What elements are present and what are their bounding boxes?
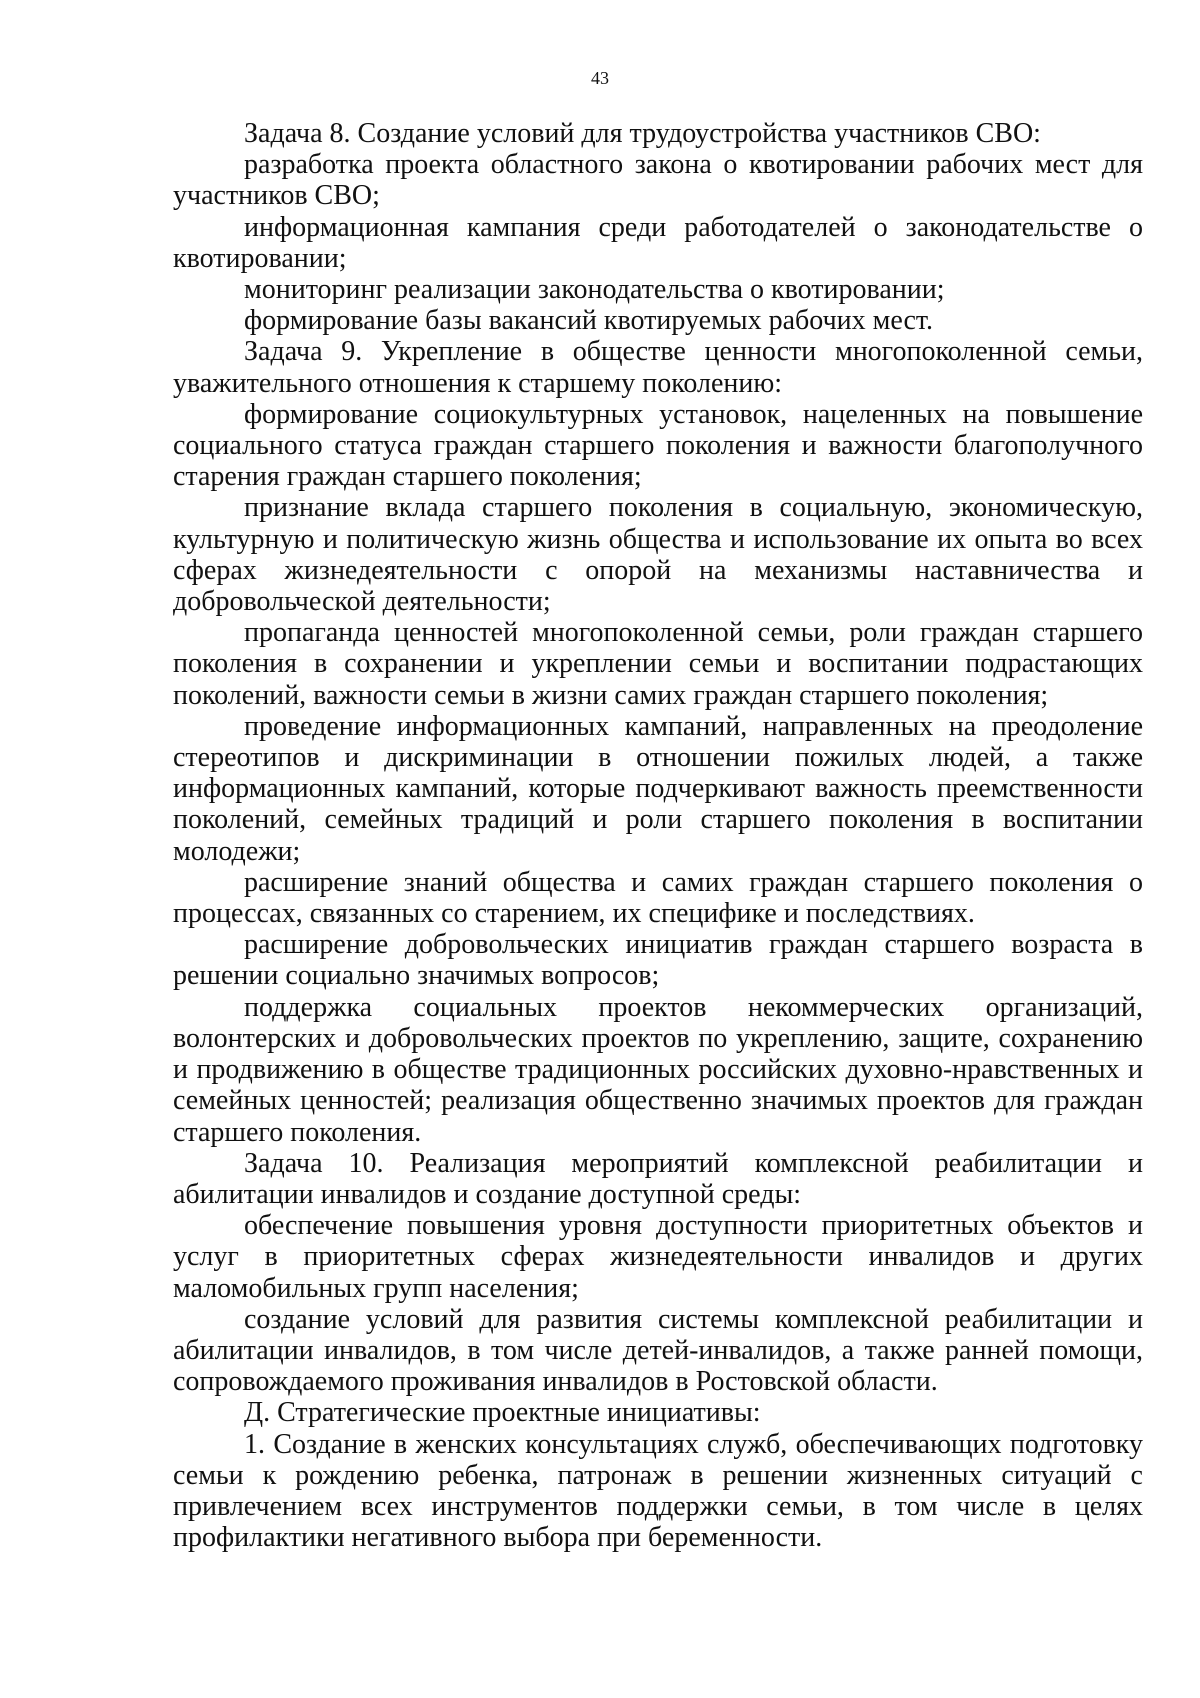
list-item: формирование базы вакансий квотируемых рабочих мест. xyxy=(244,305,934,337)
list-item: обеспечение повышения уровня доступности приоритетных объектов и услуг в приоритетных сферах жизнедеятельности инвалидов и других маломобильных групп населения; xyxy=(173,1210,1143,1304)
list-item: разработка проекта областного закона о квотировании рабочих мест для участников СВО; xyxy=(173,149,1143,212)
task-10-heading: Задача 10. Реализация мероприятий комплексной реабилитации и абилитации инвалидов и создание доступной среды: xyxy=(173,1147,1143,1210)
list-item: признание вклада старшего поколения в социальную, экономическую, культурную и политическую жизнь общества и использование их опыта во всех сферах жизнедеятельности с опорой на механизмы наставничества и добровольческой деятельности; xyxy=(173,492,1143,618)
document-body xyxy=(173,118,1143,1553)
list-item: проведение информационных кампаний, направленных на преодоление стереотипов и дискриминации в отношении пожилых людей, а также информационных кампаний, которые подчеркивают важность преемственности поколений, семейных традиций и роли старшего поколения в воспитании молодежи; xyxy=(173,710,1143,867)
task-9-heading: Задача 9. Укрепление в обществе ценности многопоколенной семьи, уважительного отношения к старшему поколению: xyxy=(173,336,1143,399)
list-item: формирование социокультурных установок, нацеленных на повышение социального статуса граждан старшего поколения и важности благополучного старения граждан старшего поколения; xyxy=(173,398,1143,493)
list-item: расширение знаний общества и самих граждан старшего поколения о процессах, связанных со старением, их специфике и последствиях. xyxy=(173,866,1143,930)
list-item: поддержка социальных проектов некоммерческих организаций, волонтерских и добровольческих проектов по укреплению, защите, сохранению и продвижению в обществе традиционных российских духовно-нравственных и семейных ценностей; реализация общественно значимых проектов для граждан старшего поколения. xyxy=(173,991,1143,1148)
list-item: мониторинг реализации законодательства о квотировании; xyxy=(244,274,945,306)
page-number: 43 xyxy=(591,68,609,88)
list-item: информационная кампания среди работодателей о законодательстве о квотировании; xyxy=(173,211,1143,274)
list-item: пропаганда ценностей многопоколенной семьи, роли граждан старшего поколения в сохранении и укреплении семьи и воспитании подрастающих поколений, важности семьи в жизни самих граждан старшего поколения; xyxy=(173,617,1143,711)
initiative-1: 1. Создание в женских консультациях служб, обеспечивающих подготовку семьи к рождению ребенка, патронаж в решении жизненных ситуаций с привлечением всех инструментов поддержки семьи, в том числе в целях профилактики негативного выбора при беременности. xyxy=(173,1428,1143,1554)
list-item: создание условий для развития системы комплексной реабилитации и абилитации инвалидов, в том числе детей-инвалидов, а также ранней помощи, сопровождаемого проживания инвалидов в Ростовской области. xyxy=(173,1303,1143,1398)
task-8-heading: Задача 8. Создание условий для трудоустройства участников СВО: xyxy=(244,118,1041,149)
list-item: расширение добровольческих инициатив граждан старшего возраста в решении социально значимых вопросов; xyxy=(173,929,1143,992)
section-d-heading: Д. Стратегические проектные инициативы: xyxy=(244,1397,761,1429)
